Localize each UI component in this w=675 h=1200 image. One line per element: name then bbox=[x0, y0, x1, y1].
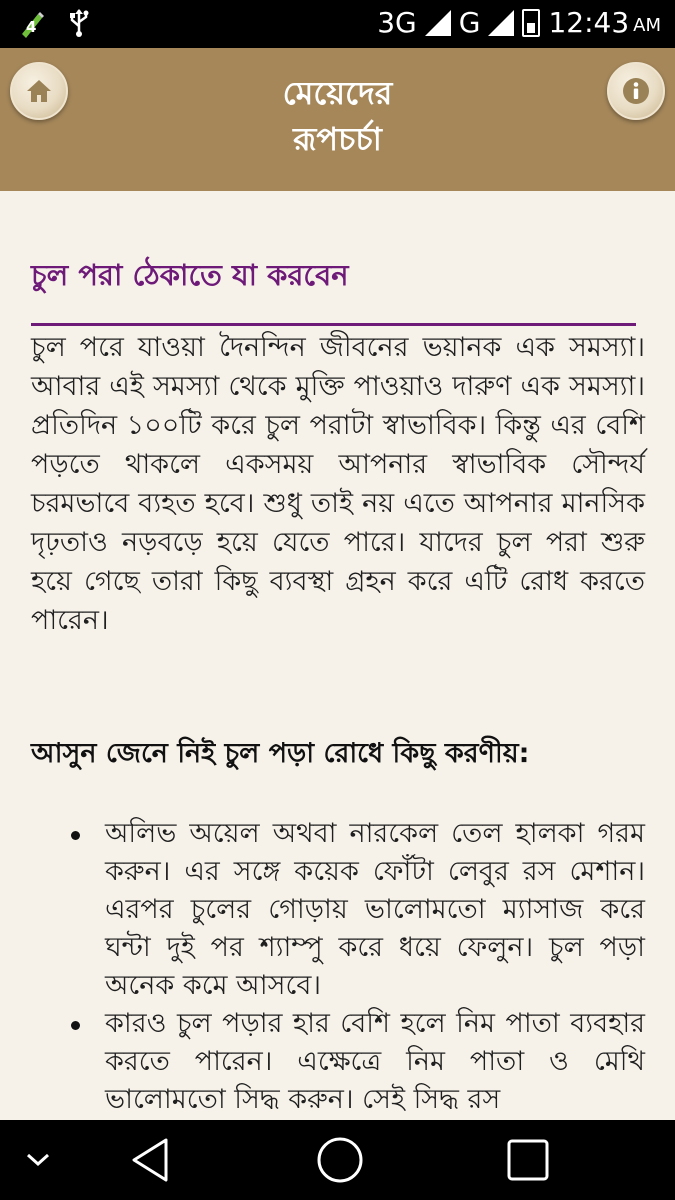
home-circle-icon bbox=[315, 1135, 365, 1185]
recents-button[interactable] bbox=[488, 1120, 568, 1200]
list-item bbox=[65, 815, 645, 1005]
bullet-icon bbox=[71, 831, 80, 840]
back-button[interactable] bbox=[110, 1120, 190, 1200]
home-nav-button[interactable] bbox=[298, 1120, 382, 1200]
tips-list bbox=[65, 815, 645, 1119]
bullet-icon bbox=[71, 1021, 80, 1030]
notification-badge-count: 4 bbox=[26, 18, 37, 36]
home-icon bbox=[25, 77, 53, 105]
back-icon bbox=[128, 1136, 172, 1184]
article-sub-heading: আসুন জেনে নিই চুল পড়া রোধে কিছু করণীয়: bbox=[31, 738, 530, 769]
signal-g-icon bbox=[488, 10, 514, 36]
battery-icon bbox=[522, 9, 540, 37]
clock-time: 12:43 bbox=[548, 6, 630, 39]
network-3g-label: 3G bbox=[377, 6, 417, 39]
status-bar bbox=[0, 0, 675, 48]
article-title: চুল পরা ঠেকাতে যা করবেন bbox=[31, 258, 349, 292]
chevron-down-icon bbox=[24, 1150, 52, 1170]
article-paragraph: চুল পরে যাওয়া দৈনন্দিন জীবনের ভয়ানক এক সমস্যা। আবার এই সমস্যা থেকে মুক্তি পাওয়াও দারুণ এক সমস্যা। প্রতিদিন ১০০টি করে চুল পরাটা স্বাভাবিক। কিন্তু এর বেশি পড়তে থাকলে একসময় আপনার স্বাভাবিক সৌন্দর্য চরমভাবে ব্যহত হবে। শুধু তাই নয় এতে আপনার মানসিক দৃঢ়তাও নড়বড়ে হয়ে যেতে পারে। যাদের চুল পরা শুরু হয়ে গেছে তারা কিছু ব্যবস্থা গ্রহন করে এটি রোধ করতে পারেন। bbox=[31, 332, 645, 636]
notification-badge-icon bbox=[18, 10, 46, 40]
app-title-line2: রূপচর্চা bbox=[293, 120, 382, 158]
title-divider bbox=[31, 323, 636, 326]
navigation-bar bbox=[0, 1120, 675, 1200]
article-content[interactable] bbox=[0, 191, 675, 1120]
info-icon bbox=[621, 76, 651, 106]
home-button[interactable] bbox=[10, 62, 68, 120]
list-item bbox=[65, 1005, 645, 1119]
app-title bbox=[150, 70, 525, 162]
signal-3g-icon bbox=[425, 10, 451, 36]
recents-icon bbox=[506, 1138, 550, 1182]
info-button[interactable] bbox=[607, 62, 665, 120]
network-g-label: G bbox=[458, 6, 481, 39]
list-item-text: অলিভ অয়েল অথবা নারকেল তেল হালকা গরম করুন। এর সঙ্গে কয়েক ফোঁটা লেবুর রস মেশান। এরপর চুলের গোড়ায় ভালোমতো ম্যাসাজ করে ঘন্টা দুই পর শ্যাম্পু করে ধয়ে ফেলুন। চুল পড়া অনেক কমে আসবে। bbox=[105, 818, 645, 1001]
hide-nav-button[interactable] bbox=[10, 1120, 66, 1200]
list-item-text: কারও চুল পড়ার হার বেশি হলে নিম পাতা ব্যবহার করতে পারেন। এক্ষেত্রে নিম পাতা ও মেথি ভালোমতো সিদ্ধ করুন। সেই সিদ্ধ রস bbox=[105, 1008, 645, 1115]
usb-icon bbox=[68, 8, 90, 42]
app-title-line1: মেয়েদের bbox=[282, 74, 393, 112]
app-header bbox=[0, 48, 675, 191]
clock-ampm: AM bbox=[633, 15, 661, 36]
